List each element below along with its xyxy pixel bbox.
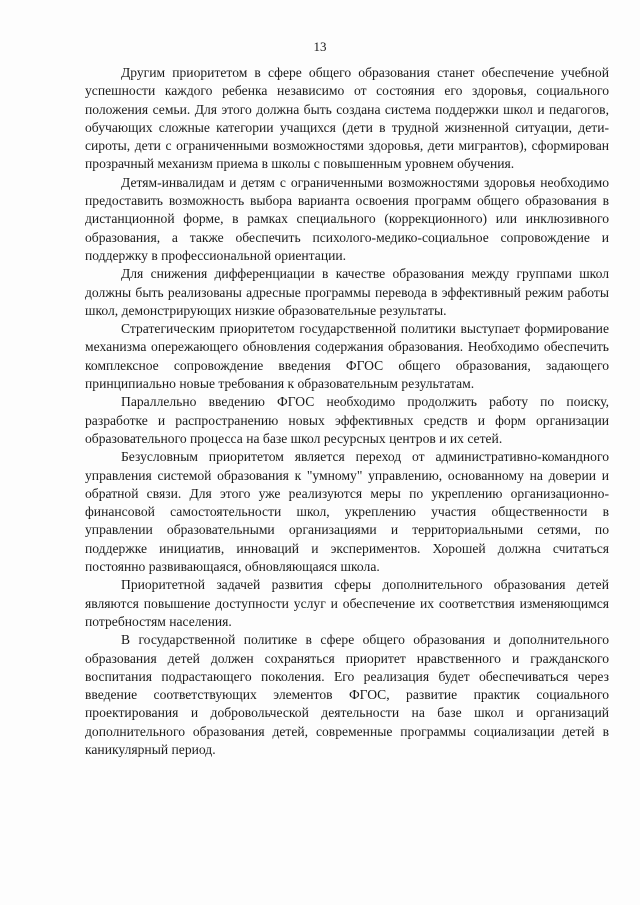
paragraph-quality-for-every-child: Другим приоритетом в сфере общего образования станет обеспечение учебной успешности каждого ребенка независимо от состояния его здоровья, социального положения семьи. Для этого должна быть создана система поддержки школ и педагогов, обучающих сложные категории учащихся (дети в трудной жизненной ситуации, дети-сироты, дети с ограниченными возможностями здоровья, дети мигрантов), сформирован прозрачный механизм приема в школы с повышенным уровнем обучения. — [85, 65, 609, 172]
paragraph-school-differentiation: Для снижения дифференциации в качестве образования между группами школ должны быть реализованы адресные программы перевода в эффективный режим работы школ, демонстрирующих низкие образовательные результаты. — [85, 266, 609, 318]
paragraph-content-renewal: Стратегическим приоритетом государственной политики выступает формирование механизма опережающего обновления содержания образования. Необходимо обеспечить комплексное сопровождение введения ФГОС общего образования, задающего принципиально новые требования к образовательным результатам. — [85, 321, 609, 392]
page-number: 13 — [313, 39, 327, 54]
paragraph-smart-management: Безусловным приоритетом является переход от административно-командного управления системой образования к "умному" управлению, основанному на доверии и обратной связи. Для этого уже реализуются меры по укреплению организационно-финансовой самостоятельности школ, укреплению участия общественности в управлении образовательными организациями и территориальными сетями, по поддержке инициатив, инноваций и экспериментов. Хорошей должна считаться постоянно развивающаяся, обновляющаяся школа. — [85, 449, 609, 575]
paragraph-fgos-resource-centers: Параллельно введению ФГОС необходимо продолжить работу по поиску, разработке и распространению новых эффективных средств и форм организации образовательного процесса на базе школ ресурсных центров и их сетей. — [85, 394, 609, 446]
paragraph-moral-civic-upbringing: В государственной политике в сфере общего образования и дополнительного образования детей должен сохраняться приоритет нравственного и гражданского воспитания подрастающего поколения. Его реализация будет обеспечиваться через введение соответствующих элементов ФГОС, развитие практик социального проектирования и добровольческой деятельности на базе школ и организаций дополнительного образования детей, современные программы социализации детей в каникулярный период. — [85, 632, 609, 757]
paragraph-inclusive-education: Детям-инвалидам и детям с ограниченными возможностями здоровья необходимо предоставить возможность выбора варианта освоения программ общего образования в дистанционной форме, в рамках специального (коррекционного) или инклюзивного образования, а также обеспечить психолого-медико-социальное сопровождение и поддержку в профессиональной ориентации. — [85, 174, 609, 263]
paragraph-additional-education: Приоритетной задачей развития сферы дополнительного образования детей являются повышение доступности услуг и обеспечение их соответствия изменяющимся потребностям населения. — [85, 577, 609, 629]
body-text — [85, 64, 609, 759]
